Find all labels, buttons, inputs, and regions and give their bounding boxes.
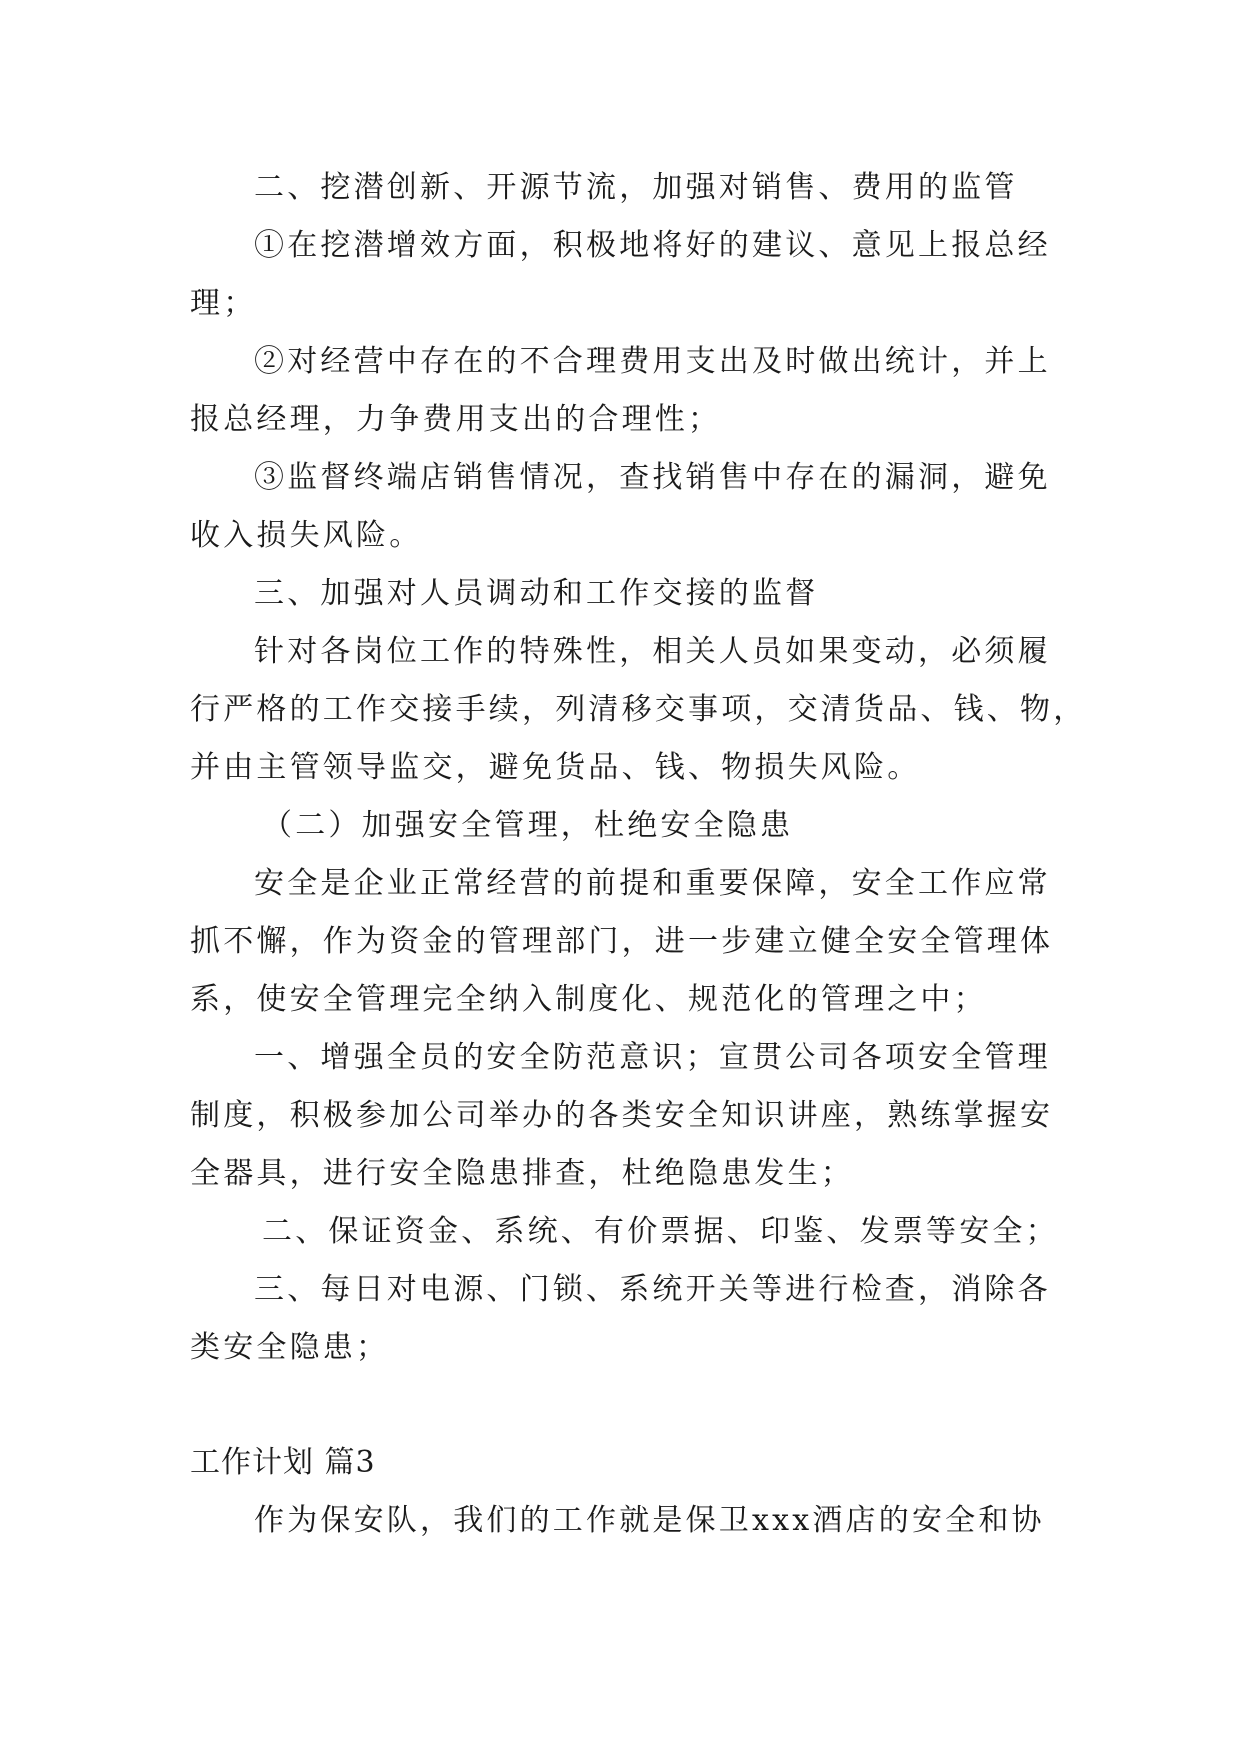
paragraph-line: 三、每日对电源、门锁、系统开关等进行检查，消除各 xyxy=(254,1272,1051,1307)
paragraph-line: 全器具，进行安全隐患排查，杜绝隐患发生； xyxy=(190,1156,854,1191)
paragraph-line: 行严格的工作交接手续，列清移交事项，交清货品、钱、物， xyxy=(190,692,1087,727)
paragraph-line: 并由主管领导监交，避免货品、钱、物损失风险。 xyxy=(190,750,921,785)
paragraph-line: 安全是企业正常经营的前提和重要保障，安全工作应常 xyxy=(254,866,1051,901)
paragraph-line: 报总经理，力争费用支出的合理性； xyxy=(190,402,722,437)
paragraph-line: 制度，积极参加公司举办的各类安全知识讲座，熟练掌握安 xyxy=(190,1098,1054,1133)
paragraph-line: ③监督终端店销售情况，查找销售中存在的漏洞，避免 xyxy=(254,460,1051,495)
paragraph-line: ①在挖潜增效方面，积极地将好的建议、意见上报总经 xyxy=(254,228,1051,263)
paragraph-line: ②对经营中存在的不合理费用支出及时做出统计，并上 xyxy=(254,344,1051,379)
paragraph-line: 一、增强全员的安全防范意识；宣贯公司各项安全管理 xyxy=(254,1040,1051,1075)
paragraph-line: 理； xyxy=(190,286,257,321)
subsection-heading: （二）加强安全管理，杜绝安全隐患 xyxy=(262,808,794,843)
plan-title: 工作计划 篇3 xyxy=(190,1445,376,1480)
paragraph-line: 针对各岗位工作的特殊性，相关人员如果变动，必须履 xyxy=(254,634,1051,669)
section-heading-2: 二、挖潜创新、开源节流，加强对销售、费用的监管 xyxy=(254,170,1018,205)
paragraph-line: 系，使安全管理完全纳入制度化、规范化的管理之中； xyxy=(190,982,987,1017)
paragraph-line: 收入损失风险。 xyxy=(190,518,423,553)
section-heading-3: 三、加强对人员调动和工作交接的监督 xyxy=(254,576,819,611)
paragraph-line: 抓不懈，作为资金的管理部门，进一步建立健全安全管理体 xyxy=(190,924,1054,959)
paragraph-line: 二、保证资金、系统、有价票据、印鉴、发票等安全； xyxy=(262,1214,1059,1249)
paragraph-line: 作为保安队，我们的工作就是保卫xxx酒店的安全和协 xyxy=(254,1503,1045,1538)
paragraph-line: 类安全隐患； xyxy=(190,1330,390,1365)
